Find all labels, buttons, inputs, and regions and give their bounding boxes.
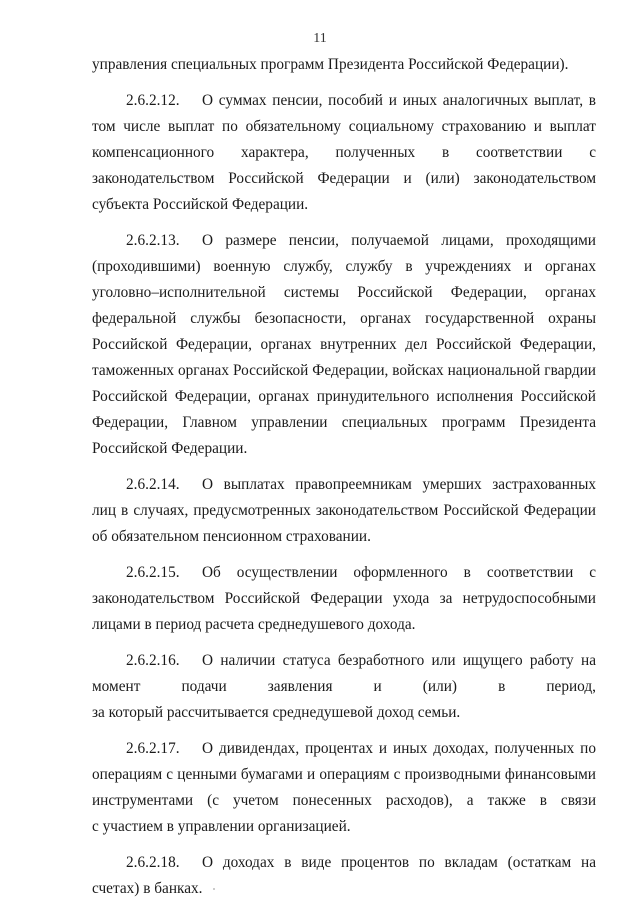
- text-line: [92, 674, 596, 700]
- line-text: О доходах в виде процентов по вкладам (остаткам на: [202, 854, 596, 871]
- text-line: [92, 52, 596, 78]
- line-text: О суммах пенсии, пособий и иных аналогичных выплат, в: [202, 92, 596, 109]
- text-line: [92, 736, 596, 762]
- clause-paragraph: [92, 228, 596, 462]
- line-text: компенсационного характера, полученных в соответствии с: [92, 144, 596, 161]
- line-text: Российской Федерации.: [92, 440, 248, 457]
- text-line: [92, 586, 596, 612]
- text-line: [92, 762, 596, 788]
- clause-paragraph: [92, 472, 596, 550]
- document-body: [92, 52, 596, 912]
- text-line: [92, 384, 596, 410]
- clause-number: 2.6.2.18.: [126, 854, 180, 871]
- page-number: 11: [313, 31, 327, 46]
- text-line: [92, 254, 596, 280]
- line-text: счетах) в банках.: [92, 880, 203, 897]
- clause-number: 2.6.2.14.: [126, 476, 180, 493]
- line-text: Российской Федерации, органах внутренних дел Российской Федерации,: [92, 336, 596, 353]
- line-text: О размере пенсии, получаемой лицами, проходящими: [202, 232, 596, 249]
- line-text: за который рассчитывается среднедушевой доход семьи.: [92, 704, 461, 721]
- text-line: [92, 876, 596, 902]
- line-text: с участием в управлении организацией.: [92, 818, 351, 835]
- clause-paragraph: [92, 88, 596, 218]
- scan-speck: [213, 888, 215, 890]
- text-line: [92, 814, 596, 840]
- clause-number: 2.6.2.12.: [126, 92, 180, 109]
- text-line: [92, 498, 596, 524]
- text-line: [92, 88, 596, 114]
- line-text: управления специальных программ Президента Российской Федерации).: [92, 56, 569, 73]
- clause-number: 2.6.2.13.: [126, 232, 180, 249]
- line-text: Российской Федерации, органах принудительного исполнения Российской: [92, 388, 596, 405]
- line-text: момент подачи заявления и (или) в период,: [92, 678, 596, 695]
- line-text: операциям с ценными бумагами и операциям с производными финансовыми: [92, 766, 596, 783]
- clause-paragraph: [92, 736, 596, 840]
- text-line: [92, 228, 596, 254]
- clause-paragraph: [92, 560, 596, 638]
- line-text: (проходившими) военную службу, службу в учреждениях и органах: [92, 258, 596, 275]
- text-line: [92, 166, 596, 192]
- line-text: уголовно–исполнительной системы Российской Федерации, органах: [92, 284, 596, 301]
- clause-paragraph: [92, 850, 596, 902]
- line-text: инструментами (с учетом понесенных расходов), а также в связи: [92, 792, 596, 809]
- line-text: Об осуществлении оформленного в соответствии с: [202, 564, 596, 581]
- line-text: О наличии статуса безработного или ищущего работу на: [202, 652, 596, 669]
- line-text: том числе выплат по обязательному социальному страхованию и выплат: [92, 118, 596, 135]
- clause-number: 2.6.2.15.: [126, 564, 180, 581]
- text-line: [92, 700, 596, 726]
- text-line: [92, 612, 596, 638]
- line-text: федеральной службы безопасности, органах государственной охраны: [92, 310, 596, 327]
- text-line: [92, 114, 596, 140]
- line-text: субъекта Российской Федерации.: [92, 196, 309, 213]
- continuation-paragraph: [92, 52, 596, 78]
- clause-paragraph: [92, 648, 596, 726]
- text-line: [92, 358, 596, 384]
- text-line: [92, 410, 596, 436]
- text-line: [92, 280, 596, 306]
- line-text: О выплатах правопреемникам умерших застрахованных: [202, 476, 596, 493]
- text-line: [92, 472, 596, 498]
- text-line: [92, 192, 596, 218]
- text-line: [92, 788, 596, 814]
- text-line: [92, 332, 596, 358]
- text-line: [92, 524, 596, 550]
- line-text: лиц в случаях, предусмотренных законодательством Российской Федерации: [92, 502, 596, 519]
- line-text: лицами в период расчета среднедушевого дохода.: [92, 616, 416, 633]
- text-line: [92, 306, 596, 332]
- text-line: [92, 436, 596, 462]
- line-text: об обязательном пенсионном страховании.: [92, 528, 371, 545]
- text-line: [92, 850, 596, 876]
- clause-number: 2.6.2.17.: [126, 740, 180, 757]
- line-text: О дивидендах, процентах и иных доходах, полученных по: [202, 740, 596, 757]
- clause-number: 2.6.2.16.: [126, 652, 180, 669]
- text-line: [92, 140, 596, 166]
- line-text: законодательством Российской Федерации и (или) законодательством: [92, 170, 596, 187]
- text-line: [92, 648, 596, 674]
- line-text: таможенных органах Российской Федерации, войсках национальной гвардии: [92, 362, 596, 379]
- line-text: Федерации, Главном управлении специальных программ Президента: [92, 414, 596, 431]
- line-text: законодательством Российской Федерации ухода за нетрудоспособными: [92, 590, 596, 607]
- text-line: [92, 560, 596, 586]
